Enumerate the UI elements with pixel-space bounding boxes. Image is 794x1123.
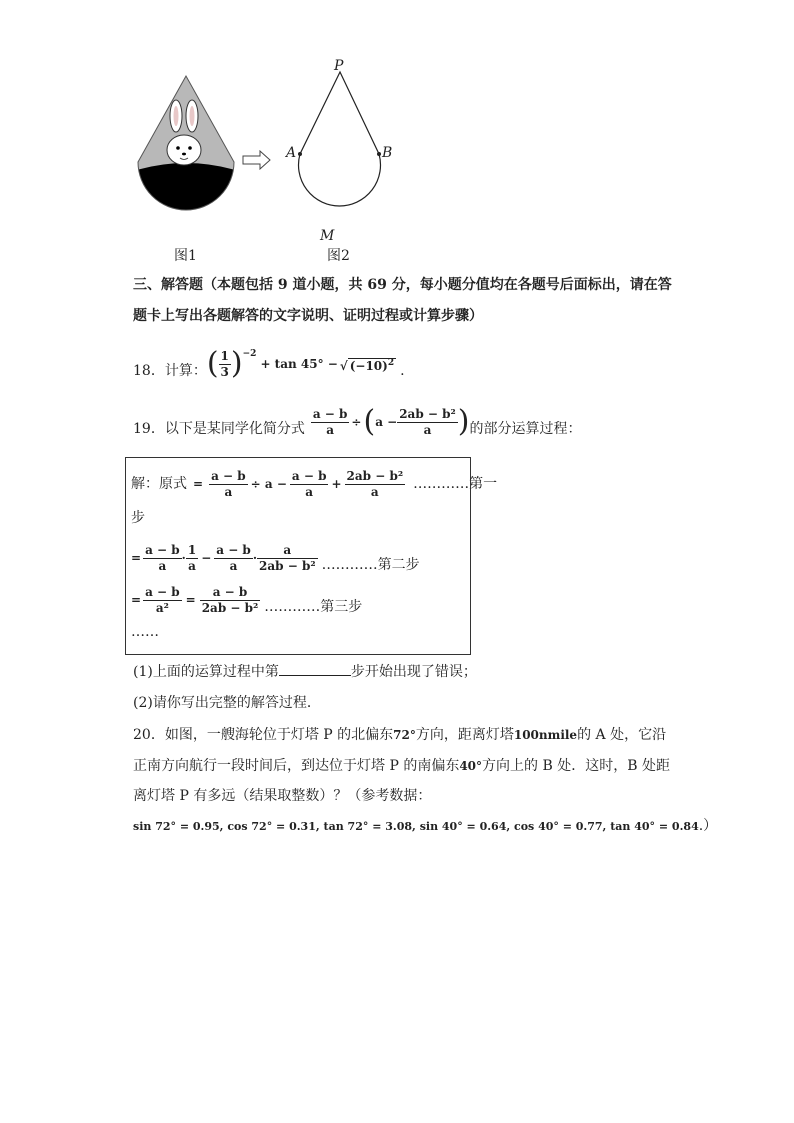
q19-step1: 解：原式 = $\frac{a - b}{a}$ ÷ a − $\frac{a - b}{a}$ + $\frac{\text{2ab − b²}}{a}$ …………第一 [131, 468, 498, 499]
q19-solution-label: 解：原式 [131, 476, 187, 492]
question-18 [133, 344, 405, 384]
q19-inner-a: a − [375, 415, 398, 429]
step3-tag: …………第三步 [264, 599, 363, 615]
step2-frac-4: $\frac{a}{\text{2ab − b²}}$ [259, 542, 316, 573]
q19-suffix: 的部分运算过程： [469, 421, 582, 437]
q18-open-paren: ( [206, 346, 219, 381]
q19-close-paren: ) [457, 404, 470, 439]
step3-frac-2: $\frac{a - b}{\text{2ab − b²}}$ [201, 584, 259, 615]
q18-sqrt: √ $(-10)^2$ [339, 357, 395, 373]
step2-tag: …………第二步 [321, 557, 420, 573]
label-B: B [382, 145, 393, 161]
step1-tag-wrap: 步 [131, 510, 145, 526]
q18-tan-term: + tan 45° − [260, 357, 338, 371]
lower-black-region [130, 163, 242, 232]
fig1-caption: 图1 [174, 248, 197, 264]
q18-exponent: −2 [242, 349, 257, 359]
fig2-caption: 图2 [327, 248, 350, 264]
q19-part1: (1)上面的运算过程中第 步开始出现了错误； [133, 661, 477, 682]
q19-ellipsis: …… [131, 624, 159, 640]
q18-end: . [400, 363, 405, 379]
q19-step2: = $\frac{a - b}{a}$ · $\frac{1}{a}$ − $\frac{a - b}{a}$ · $\frac{a}{\text{2ab − b²}}$ …………第二步 [131, 542, 420, 573]
q20-line3: 离灯塔 P 有多远（结果取整数）？（参考数据： [133, 788, 432, 804]
q18-close-paren: ) [230, 346, 243, 381]
q19-div: ÷ [351, 415, 362, 429]
step2-frac-1: $\frac{a - b}{a}$ [145, 542, 180, 573]
step1-frac-2: $\frac{a - b}{a}$ [291, 468, 327, 499]
q19-prefix: 19．以下是某同学化简分式 [133, 421, 305, 437]
section-heading-line2: 题卡上写出各题解答的文字说明、证明过程或计算步骤） [133, 308, 483, 324]
step2-frac-3: $\frac{a - b}{a}$ [216, 542, 251, 573]
q19-step3: = $\frac{a - b}{\text{a²}}$ = $\frac{a - b}{\text{2ab − b²}}$ …………第三步 [131, 584, 363, 615]
transform-arrow-icon [242, 150, 272, 170]
q20-line2: 正南方向航行一段时间后，到达位于灯塔 P 的南偏东40°方向上的 B 处．这时，B 处距 [133, 758, 670, 774]
step1-tag: …………第一 [413, 476, 498, 492]
answer-blank[interactable] [279, 661, 351, 676]
step1-frac-3: $\frac{\text{2ab − b²}}{a}$ [346, 468, 404, 499]
q19-frac-2: $\frac{\text{2ab − b²}}{a}$ [399, 406, 456, 437]
label-M: M [320, 228, 335, 244]
step2-frac-2: $\frac{1}{a}$ [187, 542, 197, 573]
figure-1 [130, 72, 242, 232]
label-A: A [286, 145, 297, 161]
q19-part2: (2)请你写出完整的解答过程． [133, 695, 321, 711]
label-P: P [334, 58, 344, 74]
section-heading-line1: 三、解答题（本题包括 9 道小题，共 69 分，每小题分值均在各题号后面标出，请在答 [133, 277, 672, 293]
q19-frac-1: $\frac{a - b}{a}$ [312, 406, 348, 437]
q20-line1: 20．如图，一艘海轮位于灯塔 P 的北偏东72°方向，距离灯塔100nmile的 A 处，它沿 [133, 727, 667, 743]
step3-frac-1: $\frac{a - b}{\text{a²}}$ [145, 584, 180, 615]
q19-open-paren: ( [363, 404, 376, 439]
question-19-prompt [133, 402, 582, 442]
q18-fraction: $\frac{1}{3}$ [220, 348, 229, 379]
figure-2 [282, 58, 402, 248]
q18-prefix: 18．计算： [133, 363, 207, 379]
step1-frac-1: $\frac{a - b}{a}$ [211, 468, 246, 499]
q20-ref-data: sin 72° = 0.95, cos 72° = 0.31, tan 72° = 3.08, sin 40° = 0.64, cos 40° = 0.77, tan 40° = 0.84.） [133, 818, 718, 834]
